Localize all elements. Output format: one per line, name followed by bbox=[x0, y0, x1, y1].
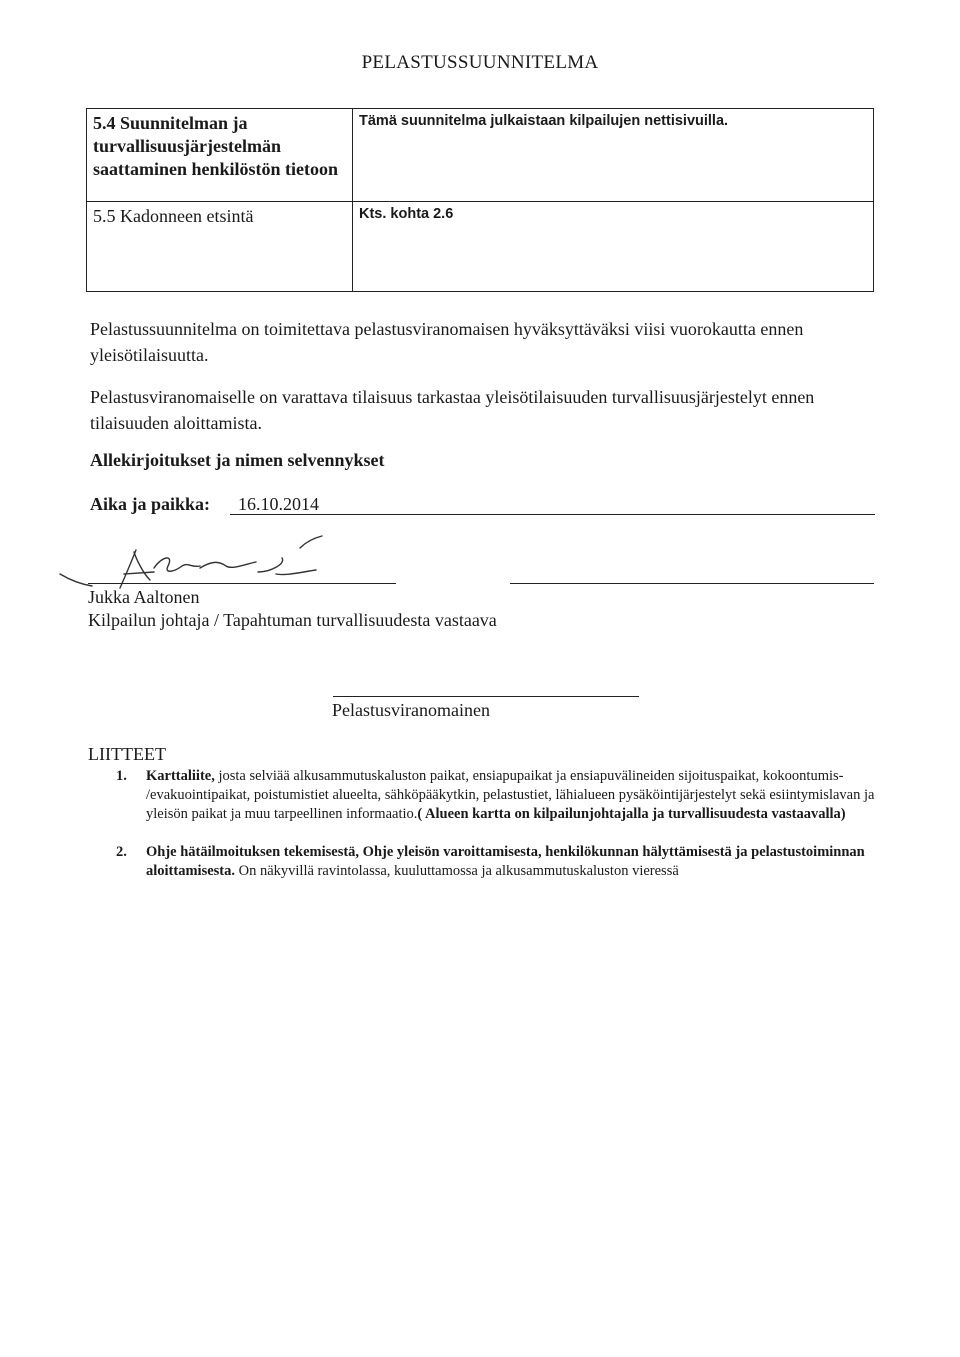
attachment-item bbox=[116, 843, 876, 881]
authority-label: Pelastusviranomainen bbox=[332, 700, 490, 720]
signatures-heading: Allekirjoitukset ja nimen selvennykset bbox=[90, 450, 385, 470]
attachment-text: On näkyvillä ravintolassa, kuuluttamossa ja alkusammutuskaluston vieressä bbox=[235, 863, 679, 879]
paragraph-approval: Pelastussuunnitelma on toimitettava pelastusviranomaisen hyväksyttäväksi viisi vuorokautta ennen yleisötilaisuutta. bbox=[90, 319, 804, 365]
authority-signature-line bbox=[333, 696, 639, 697]
document-title: PELASTUSSUUNNITELMA bbox=[361, 52, 599, 73]
signer-role: Kilpailun johtaja / Tapahtuman turvallisuudesta vastaava bbox=[88, 610, 497, 630]
row-label: 5.4 Suunnitelman ja turvallisuusjärjestelmän saattaminen henkilöstön tietoon bbox=[87, 109, 353, 202]
attachments-heading: LIITTEET bbox=[88, 744, 166, 764]
row-label: 5.5 Kadonneen etsintä bbox=[87, 202, 353, 292]
signature-line bbox=[88, 583, 396, 584]
attachment-number: 2. bbox=[116, 844, 127, 860]
attachment-note: ( Alueen kartta on kilpailunjohtajalla ja turvallisuudesta vastaavalla) bbox=[417, 806, 846, 822]
attachment-item bbox=[116, 767, 876, 824]
plan-table bbox=[86, 108, 874, 292]
table-row bbox=[87, 202, 874, 292]
attachment-number: 1. bbox=[116, 768, 127, 784]
signer-name: Jukka Aaltonen bbox=[88, 587, 200, 607]
table-row bbox=[87, 109, 874, 202]
attachment-title: Karttaliite, bbox=[146, 768, 215, 784]
time-place-label: Aika ja paikka: bbox=[90, 494, 211, 514]
time-place-value: 16.10.2014 bbox=[238, 494, 319, 514]
row-value: Kts. kohta 2.6 bbox=[353, 202, 874, 292]
signature-line-empty bbox=[510, 583, 874, 584]
row-value: Tämä suunnitelma julkaistaan kilpailujen nettisivuilla. bbox=[353, 109, 874, 202]
attachment-title: Ohje hätäilmoituksen tekemisestä, Ohje yleisön varoittamisesta, henkilökunnan hälyttämisestä ja pelastustoiminnan aloittamisesta. bbox=[146, 844, 865, 879]
paragraph-inspection: Pelastusviranomaiselle on varattava tilaisuus tarkastaa yleisötilaisuuden turvallisuusjärjestelyt ennen tilaisuuden aloittamista. bbox=[90, 387, 815, 433]
date-underline bbox=[230, 514, 875, 515]
attachment-text: josta selviää alkusammutuskaluston paikat, ensiapupaikat ja ensiapuvälineiden sijoituspaikat, kokoontumis- /evakuointipaikat, poistumistiet alueelta, sähköpääkytkin, pelastustiet, lähialueen pysäköintijärjestelyt sekä esiintymislavan ja yleisön paikat ja muu tarpeellinen informaatio. bbox=[146, 768, 875, 822]
